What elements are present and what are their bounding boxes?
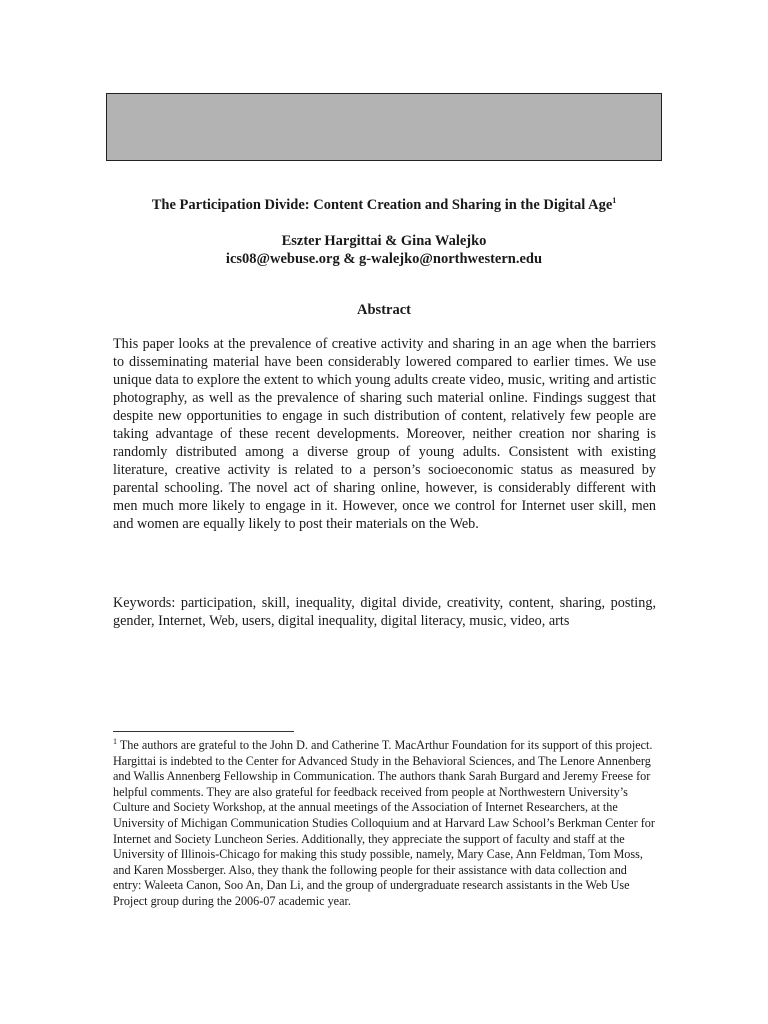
paper-title-text: The Participation Divide: Content Creation and Sharing in the Digital Age — [151, 197, 613, 213]
author-names: Eszter Hargittai & Gina Walejko — [281, 233, 487, 249]
abstract-heading: Abstract — [357, 302, 411, 318]
title-footnote-mark: 1 — [612, 196, 617, 206]
paper-title — [0, 195, 768, 215]
header-gray-box — [106, 93, 662, 161]
footnote — [113, 738, 656, 910]
keywords: Keywords: participation, skill, inequality, digital divide, creativity, content, sharing, posting, gender, Internet, Web, users, digital inequality, digital literacy, music, video, arts — [113, 595, 656, 629]
footnote-text: The authors are grateful to the John D. and Catherine T. MacArthur Foundation for its support of this project. Hargittai is indebted to the Center for Advanced Study in the Behavioral Sciences, and The Lenore Annenberg and Wallis Annenberg Fellowship in Communication. The authors thank Sarah Burgard and Jeremy Freese for helpful comments. They are also grateful for feedback received from people at Northwestern University’s Culture and Society Workshop, at the annual meetings of the Association of Internet Researchers, at the University of Michigan Communication Studies Colloquium and at Harvard Law School’s Berkman Center for Internet and Society Luncheon Series. Additionally, they appreciate the support of faculty and staff at the University of Illinois-Chicago for making this study possible, namely, Mary Case, Ann Feldman, Tom Moss, and Karen Mossberger. Also, they thank the following people for their assistance with data collection and entry: Waleeta Canon, Soo An, Dan Li, and the group of undergraduate research assistants in the Web Use Project group during the 2006-07 academic year. — [113, 738, 655, 908]
footnote-divider — [113, 731, 294, 732]
abstract-body: This paper looks at the prevalence of creative activity and sharing in an age when the barriers to disseminating material have been considerably lowered compared to earlier times. We use unique data to explore the extent to which young adults create video, music, writing and artistic photography, as well as the prevalence of sharing such material online. Findings suggest that despite new opportunities to engage in such distribution of content, relatively few people are taking advantage of these recent developments. Moreover, neither creation nor sharing is randomly distributed among a diverse group of young adults. Consistent with existing literature, creative activity is related to a person’s socioeconomic status as measured by parental schooling. The novel act of sharing online, however, is considerably different with men much more likely to engage in it. However, once we control for Internet user skill, men and women are equally likely to post their materials on the Web. — [113, 336, 656, 532]
author-block — [0, 232, 768, 268]
author-emails: ics08@webuse.org & g-walejko@northwestern.edu — [225, 251, 543, 267]
footnote-mark: 1 — [113, 736, 117, 746]
